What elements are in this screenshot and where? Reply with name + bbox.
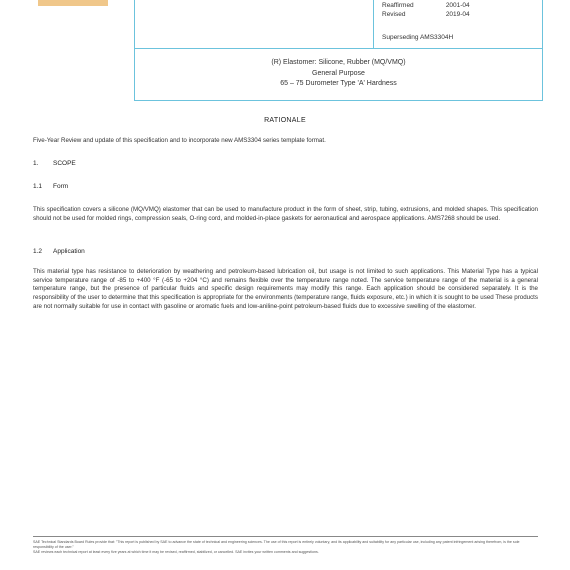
- title-line-1: (R) Elastomer: Silicone, Rubber (MQ/VMQ): [271, 59, 406, 66]
- section-number: 1.2: [33, 248, 43, 255]
- section-application-text: This material type has resistance to deterioration by weathering and petroleum-based lubrication oil, but usage is not limited to such applications. This Material Type has a typical service temperature range of -85 to +400 °F (-65 to +204 °C) and remains flexible over the temperature range noted. The service temperature range of the material is a general temperature range, but the presence of particular fluids and specific design requirements may modify this range. Each application should be considered separately. It is the responsibility of the user to determine that this specification is appropriate for the environments (temperature range, fluids exposure, etc.) in which it is sought to be used These products are not normally suitable for use in contact with gasoline or aromatic fuels and low-aniline-point petroleum-based fluids due to excessive swelling of the elastomer.: [33, 268, 538, 310]
- section-number: 1.: [33, 160, 39, 167]
- document-title: [134, 58, 543, 90]
- revised-date: 2019-04: [445, 11, 470, 18]
- header-box-bottom-border: [134, 100, 543, 101]
- section-scope-heading: [33, 160, 76, 167]
- sae-logo: [38, 0, 108, 6]
- footer-line-2: SAE reviews each technical report at least every five years at which time it may be revised, reaffirmed, stabilized, or cancelled. SAE invites your written comments and suggestions.: [33, 550, 319, 554]
- title-line-2: General Purpose: [312, 69, 365, 77]
- rationale-heading: RATIONALE: [264, 117, 306, 124]
- section-number: 1.1: [33, 183, 43, 190]
- header-meta-divider: [373, 0, 374, 48]
- superseding-note: Superseding AMS3304H: [382, 34, 454, 41]
- section-application-heading: [33, 248, 85, 255]
- reaffirmed-date: 2001-04: [445, 2, 470, 9]
- footer-line-1: SAE Technical Standards Board Rules provide that: "This report is published by SAE to advance the state of technical and engineering sciences. The use of this report is entirely voluntary, and its applicability and suitability for any particular use, including any patent infringement arising therefrom, is the sole responsibility of the user.": [33, 540, 520, 549]
- revised-row: [382, 11, 470, 18]
- footer-divider: [33, 536, 538, 537]
- section-form-text: This specification covers a silicone (MQ/VMQ) elastomer that can be used to manufacture product in the form of sheet, strip, tubing, extrusions, and molded shapes. This specification should not be used for molded rings, compression seals, O-ring cord, and molded-in-place gaskets for aeronautical and aerospace applications. AMS7268 should be used.: [33, 206, 538, 222]
- section-title: Application: [53, 248, 85, 255]
- revised-label: Revised: [382, 11, 406, 18]
- footer-notice: [33, 540, 538, 555]
- reaffirmed-row: [382, 2, 470, 9]
- reaffirmed-label: Reaffirmed: [382, 2, 414, 9]
- rationale-text: Five-Year Review and update of this specification and to incorporate new AMS3304 series template format.: [33, 137, 326, 144]
- section-form-heading: [33, 183, 68, 190]
- header-title-divider: [134, 48, 543, 49]
- section-title: SCOPE: [53, 160, 76, 167]
- section-title: Form: [53, 183, 69, 190]
- title-line-3: 65 – 75 Durometer Type 'A' Hardness: [280, 80, 397, 87]
